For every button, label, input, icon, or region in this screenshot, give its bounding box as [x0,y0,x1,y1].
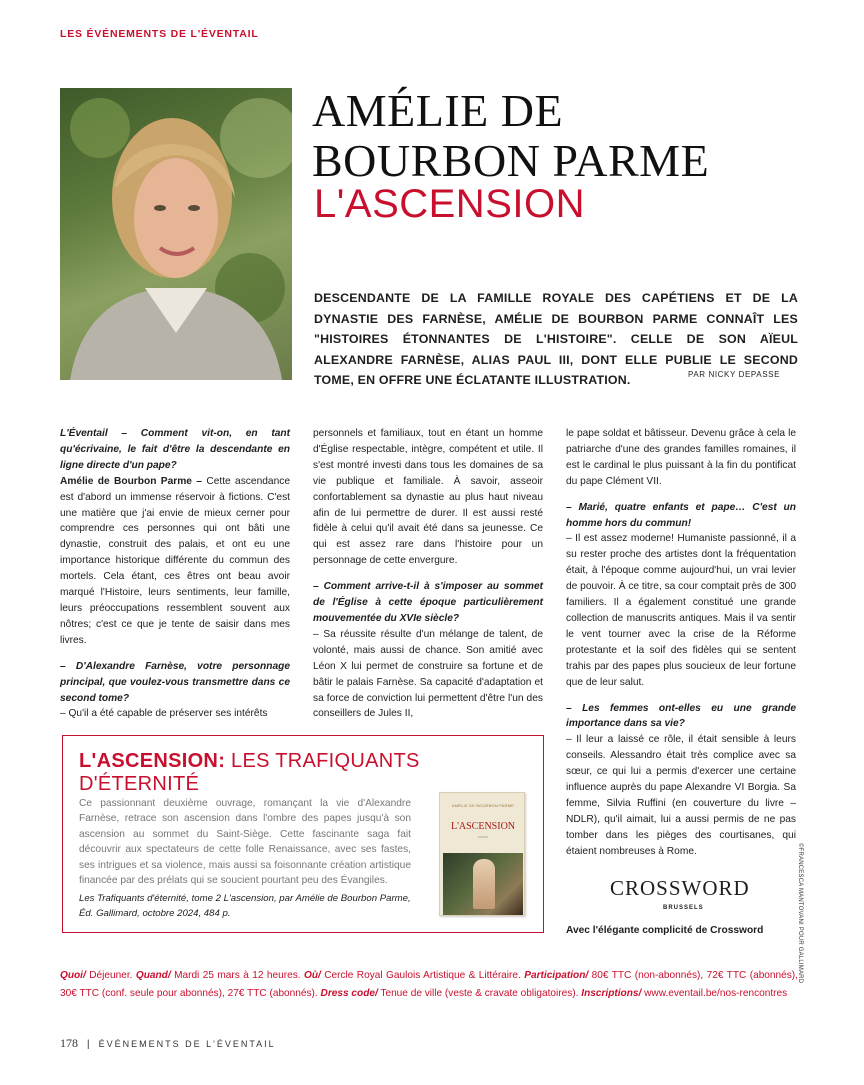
answer-2: – Qu'il a été capable de préserver ses intérêts [60,708,268,720]
footer-label: ÉVÉNEMENTS DE L'ÉVENTAIL [98,1039,276,1049]
book-cover-painting [443,853,523,915]
book-box-title-light: LES TRAFIQUANTS D'ÉTERNITÉ [79,750,420,795]
info-quand: Mardi 25 mars à 12 heures. [174,970,301,981]
info-ou-label: Où/ [303,970,321,981]
book-cover-title: L'ASCENSION [450,821,516,832]
crossword-city: BRUSSELS [663,905,704,911]
section-tag: LES ÉVÉNEMENTS DE L'ÉVENTAIL [60,28,259,40]
book-cover [439,792,525,916]
title-line-2: BOURBON PARME [312,135,710,186]
crossword-logo: CROSSWORD [610,876,750,900]
info-quoi-label: Quoi/ [60,970,86,981]
author-portrait [60,88,292,380]
book-box-title [79,750,529,796]
byline: PAR NICKY DEPASSE [688,370,781,379]
info-participation: 80€ TTC (non-abonnés), 72€ TTC (abonnés), 30€ TTC (conf. seule pour abonnés), 27€ TTC (abonnés). [60,970,798,999]
book-reference: Les Trafiquants d'éternité, tome 2 L'ascension, par Amélie de Bourbon Parme, Éd. Gallimard, octobre 2024, 484 p. [79,893,411,919]
info-participation-label: Participation/ [524,970,589,981]
answer-3: – Sa réussite résulte d'un mélange de talent, de volonté, mais aussi de chance. Son amitié avec Léon X lui permet de construire sa fortune et de bâtir le palais Farnèse. Sa capacité d'adaptation et sa force de conviction lui permettent d'être l'un des conseillers de Jules II, [313,628,543,720]
question-3: – Comment arrive-t-il à s'imposer au sommet de l'Église à cette époque particulièrement mouvementée du XVIe siècle? [313,581,543,624]
question-4: – Marié, quatre enfants et pape… C'est un homme hors du commun! [566,501,796,529]
page-footer [60,1036,276,1051]
article-subtitle: L'ASCENSION [314,182,585,226]
answer-2-continued: personnels et familiaux, tout en étant un homme d'Église respectable, intègre, compétent et utile. Il s'est montré investi dans tous les domaines de sa vie publique et familiale. À savoir, asseoir confortablement sa dynastie au plus haut niveau afin de lui permettre de durer. Il est aussi resté fidèle à celui qu'il avait été dans sa jeunesse. Ce qui est assez rare dans l'histoire pour un personnage de cette envergure. [313,428,543,567]
answer-3-continued: le pape soldat et bâtisseur. Devenu grâce à cela le patriarche d'une des grandes familles romaines, il est le cardinal le plus puissant à la fin du pontificat du pape Clément VII. [566,428,796,487]
answer-1-speaker: Amélie de Bourbon Parme – [60,475,202,487]
info-inscriptions-label: Inscriptions/ [581,987,642,999]
info-dress: Tenue de ville (veste & cravate obligatoires). [380,987,579,999]
title-line-1: AMÉLIE DE [312,85,564,136]
info-ou: Cercle Royal Gaulois Artistique & Littéraire. [324,970,521,981]
answer-5: – Il leur a laissé ce rôle, il était sensible à leurs conseils. Alessandro était très complice avec sa sœur, ce qui lui a permis d'exercer une certaine influence auprès du pape Alexandre VI Borgia. Sa femme, Silvia Ruffini (en couverture du livre – NDLR), qu'il aimait, lui a aussi permis de ne pas tomber dans les pièges des courtisanes, qui étaient nombreuses à Rome. [566,734,796,857]
book-cover-subtitle: roman [478,835,488,839]
book-box-title-bold: L'ASCENSION [79,750,219,772]
book-box-body: Ce passionnant deuxième ouvrage, romançant la vie d'Alexandre Farnèse, retrace son ascension dans l'ombre des papes jusqu'à son ascension au sommet du Saint-Siège. Cette fascinante saga fait découvrir aux spectateurs de cette folle Renaissance, avec ses fastes, ses intrigues et sa violence, mais aussi sa foisonnante création artistique financée par des prélats qui se soucient pourtant peu des Évangiles. [79,798,411,887]
article-lead: DESCENDANTE DE LA FAMILLE ROYALE DES CAPÉTIENS ET DE LA DYNASTIE DES FARNÈSE, AMÉLIE DE BOURBON PARME CONNAÎT LES "HISTOIRES ÉTONNANTES DE L'HISTOIRE". CELLE DE SON AÏEUL ALEXANDRE FARNÈSE, ALIAS PAUL III, DONT ELLE PUBLIE LE SECOND TOME, EN OFFRE UNE ÉCLATANTE ILLUSTRATION. [314,291,798,388]
article-title [312,86,709,186]
answer-1-text: Cette ascendance est d'abord un immense réservoir à fictions. C'est une matière que j'ai envie de mieux cerner pour comprendre ces personnes qui ont bâti une dynastie, construit des palais, et ont eu une importance historique différente du commun des mortels. Cela étant, ces êtres ont beau avoir marqué l'Histoire, leurs sentiments, leur famille, leurs préoccupations ressemblent souvent aux nôtres; c'est ce que je tente de saisir dans mes livres. [60,475,290,646]
info-inscriptions-link[interactable]: www.eventail.be/nos-rencontres [644,987,788,999]
question-2: – D'Alexandre Farnèse, votre personnage principal, que voulez-vous transmettre dans ce second tome? [60,660,290,704]
column-3 [566,426,796,860]
answer-1 [60,474,290,649]
info-dress-label: Dress code/ [320,987,378,999]
photo-credit: ©FRANCESCA MANTOVANI POUR GALLIMARD [797,843,803,984]
book-box-title-colon: : [218,750,226,772]
question-5: – Les femmes ont-elles eu une grande importance dans sa vie? [566,702,796,730]
question-1: L'Éventail – Comment vit-on, en tant qu'écrivaine, le fait d'être la descendante en ligne directe d'un pape? [60,428,290,471]
info-quand-label: Quand/ [135,970,171,981]
answer-4: – Il est assez moderne! Humaniste passionné, il a su rester proche des artistes dont la fréquentation était, à l'époque comme aujourd'hui, un vrai levier de pouvoir. À ce titre, sa cour comptait près de 300 familiers. Il a également constitué une grande collection de manuscrits antiques. Mais il va sentir le vent tourner avec la crise de la Réforme protestante et la soif des fidèles qui se sentent trahis par des papes plus soucieux de leur fortune que de leur salut. [566,533,796,688]
info-quoi: Déjeuner. [89,970,133,981]
footer-separator: | [86,1038,90,1050]
column-2 [313,426,543,722]
book-box [62,735,544,933]
book-cover-author: AMÉLIE DE BOURBON PARME [451,803,515,808]
page-number: 178 [60,1036,78,1050]
partner-thanks: Avec l'élégante complicité de Crossword [566,925,764,936]
event-info [60,967,798,1002]
column-1 [60,426,290,722]
